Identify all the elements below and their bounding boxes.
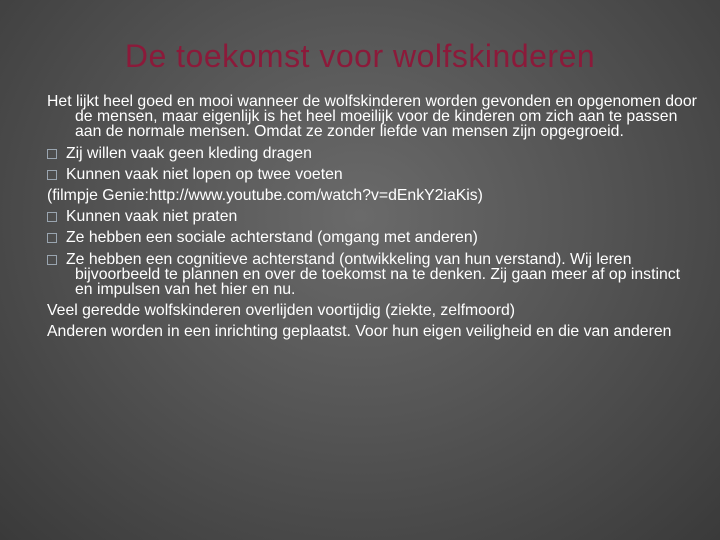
bullet-item: [47, 252, 697, 298]
body-paragraph: [47, 303, 697, 318]
paragraph-text: Anderen worden in een inrichting geplaatst. Voor hun eigen veiligheid en die van anderen: [47, 323, 672, 341]
video-link-text[interactable]: (filmpje Genie:http://www.youtube.com/watch?v=dEnkY2iaKis): [47, 187, 483, 205]
paragraph-text: Het lijkt heel goed en mooi wanneer de wolfskinderen worden gevonden en opgenomen door de mensen, maar eigenlijk is het heel moeilijk voor de kinderen om zich aan te passen aan de normale mensen. Omdat ze zonder liefde van mensen zijn opgegroeid.: [47, 93, 697, 141]
bullet-text: Kunnen vaak niet lopen op twee voeten: [66, 165, 343, 183]
bullet-box-icon: [47, 255, 57, 265]
bullet-item: [47, 230, 697, 245]
bullet-box-icon: [47, 212, 57, 222]
bullet-item: [47, 167, 697, 182]
body-paragraph: [47, 188, 697, 203]
bullet-box-icon: [47, 149, 57, 159]
bullet-item: [47, 146, 697, 161]
bullet-box-icon: [47, 170, 57, 180]
bullet-text: Ze hebben een cognitieve achterstand (ontwikkeling van hun verstand). Wij leren bijvoorbeeld te plannen en over de toekomst na te denken. Zij gaan meer af op instinct en impulsen van het hier en nu.: [66, 250, 681, 299]
bullet-text: Ze hebben een sociale achterstand (omgang met anderen): [66, 229, 478, 247]
bullet-text: Kunnen vaak niet praten: [66, 208, 238, 226]
bullet-box-icon: [47, 233, 57, 243]
bullet-text: Zij willen vaak geen kleding dragen: [66, 144, 312, 162]
bullet-item: [47, 209, 697, 224]
body-paragraph: [47, 324, 697, 339]
slide-body: [47, 94, 697, 346]
paragraph-text: Veel geredde wolfskinderen overlijden voortijdig (ziekte, zelfmoord): [47, 302, 516, 320]
body-paragraph: [47, 94, 697, 140]
slide-title: De toekomst voor wolfskinderen: [124, 38, 596, 74]
